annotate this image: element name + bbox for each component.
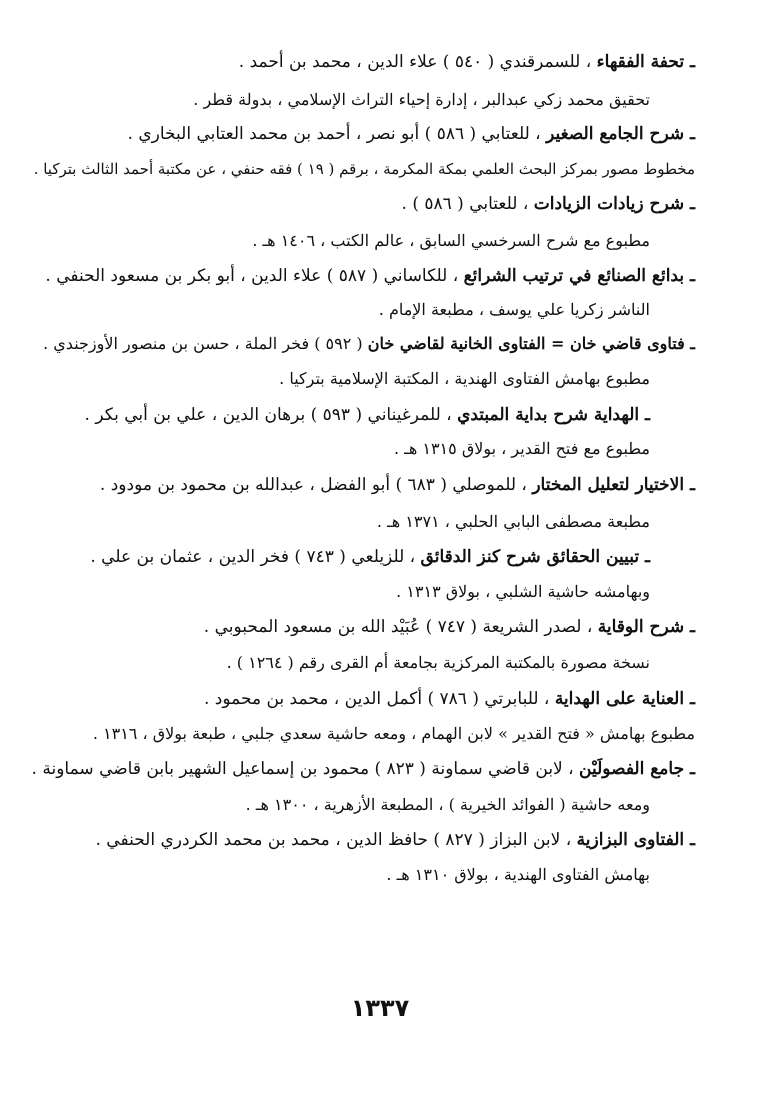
entry-details: ، لصدر الشريعة ( ٧٤٧ ) عُبَيْد الله بن مسعود المحبوبي .	[203, 617, 593, 637]
bullet-dash: ـ	[684, 124, 695, 144]
entry-details: ، للسمرقندي ( ٥٤٠ ) علاء الدين ، محمد بن أحمد .	[238, 52, 592, 72]
entry-details: ، للموصلي ( ٦٨٣ ) أبو الفضل ، عبدالله بن محمود بن مودود .	[99, 475, 527, 495]
entry-12	[96, 828, 696, 852]
entry-10	[204, 687, 695, 711]
entry-8	[90, 545, 650, 569]
bullet-dash: ـ	[684, 266, 695, 286]
bullet-dash: ـ	[639, 547, 650, 567]
entry-11-edition: ومعه حاشية ( الفوائد الخيرية ) ، المطبعة الأزهرية ، ١٣٠٠ هـ .	[245, 795, 650, 814]
entry-9-edition: نسخة مصورة بالمكتبة المركزية بجامعة أم القرى رقم ( ١٢٦٤ ) .	[226, 653, 650, 672]
entry-2	[128, 122, 695, 146]
entry-title: الاختيار لتعليل المختار	[532, 475, 685, 495]
entry-12-edition: بهامش الفتاوى الهندية ، بولاق ١٣١٠ هـ .	[386, 865, 650, 884]
entry-10-edition: مطبوع بهامش « فتح القدير » لابن الهمام ، ومعه حاشية سعدي جلبي ، طبعة بولاق ، ١٣١٦ .	[92, 724, 695, 743]
entry-title: الفتاوى البزازية	[576, 830, 685, 850]
entry-title: شرح الجامع الصغير	[546, 124, 685, 144]
entry-3	[402, 192, 695, 216]
bullet-dash: ـ	[684, 759, 695, 779]
entry-7	[100, 473, 695, 497]
entry-details: ، للزيلعي ( ٧٤٣ ) فخر الدين ، عثمان بن علي .	[90, 547, 416, 567]
bullet-dash: ـ	[684, 194, 695, 214]
entry-2-edition: مخطوط مصور بمركز البحث العلمي بمكة المكرمة ، برقم ( ١٩ ) فقه حنفي ، عن مكتبة أحمد الثالث بتركيا .	[33, 160, 695, 178]
entry-title: شرح زيادات الزيادات	[533, 194, 685, 214]
entry-details: ، لابن البزاز ( ٨٢٧ ) حافظ الدين ، محمد بن محمد الكردري الحنفي .	[95, 830, 572, 850]
bullet-dash: ـ	[639, 405, 650, 425]
entry-details: ، لابن قاضي سماونة ( ٨٢٣ ) محمود بن إسماعيل الشهير بابن قاضي سماونة .	[31, 759, 574, 779]
entry-title: تحفة الفقهاء	[596, 52, 685, 72]
bullet-dash: ـ	[684, 689, 695, 709]
entry-title: شرح الوقاية	[597, 617, 685, 637]
bullet-dash: ـ	[684, 52, 695, 72]
entry-title: الهداية شرح بداية المبتدي	[457, 405, 640, 425]
entry-11	[32, 757, 695, 781]
entry-4	[45, 264, 695, 288]
entry-title: جامع الفصولَيْن	[579, 759, 685, 779]
entry-8-edition: وبهامشه حاشية الشلبي ، بولاق ١٣١٣ .	[396, 582, 650, 601]
entry-details: ( ٥٩٢ ) فخر الملة ، حسن بن منصور الأوزجندي .	[43, 334, 363, 353]
entry-title: بدائع الصنائع في ترتيب الشرائع	[463, 266, 685, 286]
page-number: ١٣٣٧	[350, 994, 410, 1022]
entry-5-edition: مطبوع بهامش الفتاوى الهندية ، المكتبة الإسلامية بتركيا .	[279, 369, 650, 388]
entry-7-edition: مطبعة مصطفى البابي الحلبي ، ١٣٧١ هـ .	[376, 512, 650, 531]
entry-6-edition: مطبوع مع فتح القدير ، بولاق ١٣١٥ هـ .	[393, 439, 650, 458]
bullet-dash: ـ	[684, 475, 695, 495]
entry-6	[85, 403, 650, 427]
entry-1-edition: تحقيق محمد زكي عبدالبر ، إدارة إحياء التراث الإسلامي ، بدولة قطر .	[193, 90, 650, 109]
entry-title: فتاوى قاضي خان = الفتاوى الخانية لقاضي خان	[367, 334, 685, 353]
bullet-dash: ـ	[684, 617, 695, 637]
entry-details: ، للعتابي ( ٥٨٦ ) .	[401, 194, 529, 214]
entry-title: تبيين الحقائق شرح كنز الدقائق	[420, 547, 640, 567]
entry-details: ، للكاساني ( ٥٨٧ ) علاء الدين ، أبو بكر بن مسعود الحنفي .	[45, 266, 459, 286]
entry-1	[239, 50, 695, 74]
entry-details: ، للعتابي ( ٥٨٦ ) أبو نصر ، أحمد بن محمد العتابي البخاري .	[127, 124, 541, 144]
entry-details: ، للمرغيناني ( ٥٩٣ ) برهان الدين ، علي بن أبي بكر .	[84, 405, 452, 425]
entry-4-edition: الناشر زكريا علي يوسف ، مطبعة الإمام .	[378, 300, 650, 319]
bullet-dash: ـ	[684, 334, 695, 353]
entry-details: ، للبابرتي ( ٧٨٦ ) أكمل الدين ، محمد بن محمود .	[203, 689, 550, 709]
entry-title: العناية على الهداية	[554, 689, 685, 709]
bullet-dash: ـ	[684, 830, 695, 850]
entry-3-edition: مطبوع مع شرح السرخسي السابق ، عالم الكتب ، ١٤٠٦ هـ .	[252, 231, 650, 250]
entry-5	[43, 332, 695, 356]
entry-9	[204, 615, 695, 639]
